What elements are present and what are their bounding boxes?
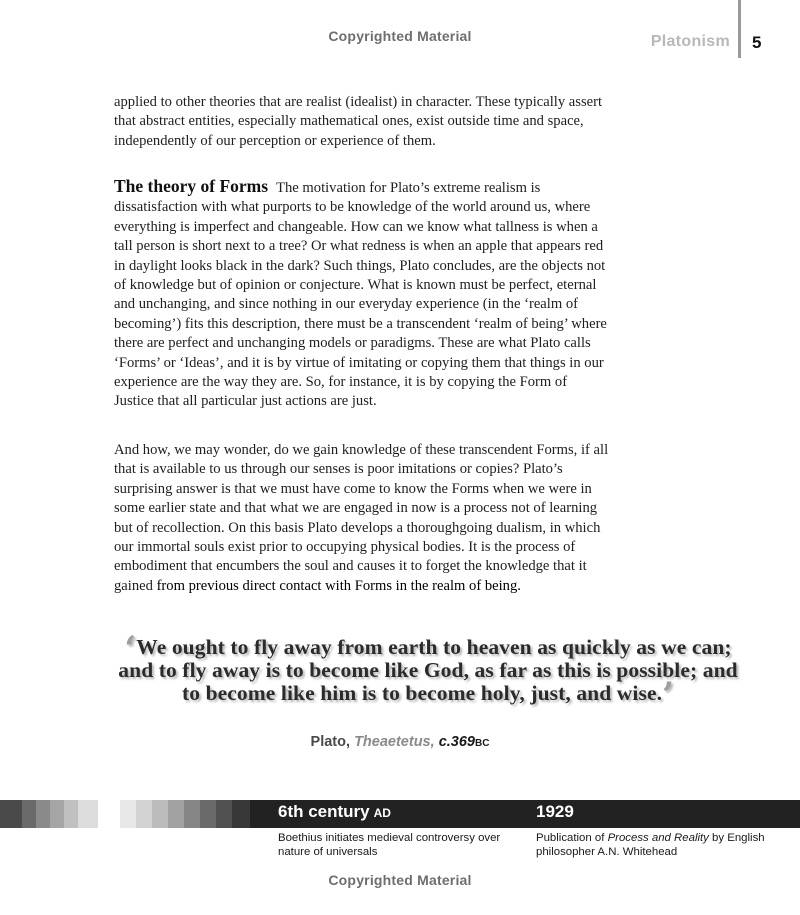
gradient-swatch [200,800,216,828]
copyright-notice-bottom: Copyrighted Material [328,872,472,888]
gradient-swatch [136,800,152,828]
paragraph-intro [114,93,609,151]
timeline-desc-title: Process and Reality [607,832,709,844]
quote-author: Plato, [310,734,351,750]
gradient-swatch [232,800,250,828]
paragraph-recollection [114,441,609,596]
quote-era: BC [474,738,490,749]
timeline-date: 6th century [278,802,370,821]
timeline-date-suffix: AD [373,806,391,820]
quote-text-block [118,629,738,715]
gradient-swatch [0,800,22,828]
gradient-swatch [50,800,64,828]
section-heading: The theory of Forms [114,176,269,196]
quote-circa: c.369 [438,734,475,750]
paragraph-body: And how, we may wonder, do we gain knowledge of these transcendent Forms, if all that is available to us through our senses is poor imitations or copies? Plato’s surprising answer is that we must have come to know the Forms when we were in some earlier state and that what we are engaged in now is a process not of learning but of recollection. On this basis Plato develops a thoroughgoing dualism, in which our immortal souls exist prior to occupying physical bodies. It is the process of embodiment that encumbers the soul and causes it to forget the knowledge that it gained [114,442,609,594]
gradient-swatch [184,800,200,828]
section-theory-of-forms [114,177,609,412]
timeline-desc-text: Publication of [536,832,608,844]
gradient-swatch [64,800,78,828]
quote-work: Theaetetus, [354,734,435,750]
gradient-swatch [22,800,36,828]
quote-text: We ought to fly away from earth to heaven as quickly as we can; and to fly away is to become like God, as far as this is possible; and to become like him is to become holy, just, and wise. [118,635,738,705]
gradient-swatch [120,800,136,828]
running-head-divider [738,0,741,58]
timeline-band [0,800,800,828]
paragraph-last-line: from previous direct contact with Forms in the realm of being. [156,577,521,594]
timeline-entry-description [536,831,776,859]
paragraph-text [114,441,609,596]
timeline-entry-heading [536,802,574,822]
gradient-swatch [168,800,184,828]
gradient-swatch [36,800,50,828]
paragraph-text [114,177,609,412]
section-paragraph-text: The motivation for Plato’s extreme realism is dissatisfaction with what purports to be knowledge of the world around us, where everything is imperfect and changeable. How can we know what tallness is when a tall person is short next to a tree? Or what redness is when an apple that appears red in daylight looks black in the dark? Such things, Plato concludes, are the objects not of knowledge but of opinion or conjecture. What is known must be perfect, eternal and unchanging, and since nothing in our everyday experience (in the ‘realm of becoming’) fits this description, there must be a transcendent ‘realm of being’ where there are perfect and unchanging models or paradigms. These are what Plato calls ‘Forms’ or ‘Ideas’, and it is by virtue of imitating or copying them that things in our experience are the way they are. So, for instance, it is by copying the Form of Justice that all particular just actions are just. [114,180,607,410]
running-head-section: Platonism [650,33,730,50]
close-quote-mark: ’ [662,675,674,715]
timeline-entry-heading [278,802,391,822]
pull-quote [118,629,738,715]
gradient-swatch [216,800,232,828]
copyright-notice-top: Copyrighted Material [328,28,472,44]
gradient-swatch [78,800,98,828]
timeline-entry-description: Boethius initiates medieval controversy over nature of universals [278,832,501,858]
quote-attribution [0,734,800,750]
page-number: 5 [752,33,762,52]
timeline-date: 1929 [536,802,574,821]
gradient-swatch [152,800,168,828]
open-quote-mark: ‘ [124,629,137,669]
running-head [651,33,730,51]
paragraph-text: applied to other theories that are realist (idealist) in character. These typically assert that abstract entities, especially mathematical ones, exist outside time and space, independently of our perception or experience of them. [114,94,603,149]
timeline-desc-text: by English philosopher A.N. Whitehead [536,832,765,858]
